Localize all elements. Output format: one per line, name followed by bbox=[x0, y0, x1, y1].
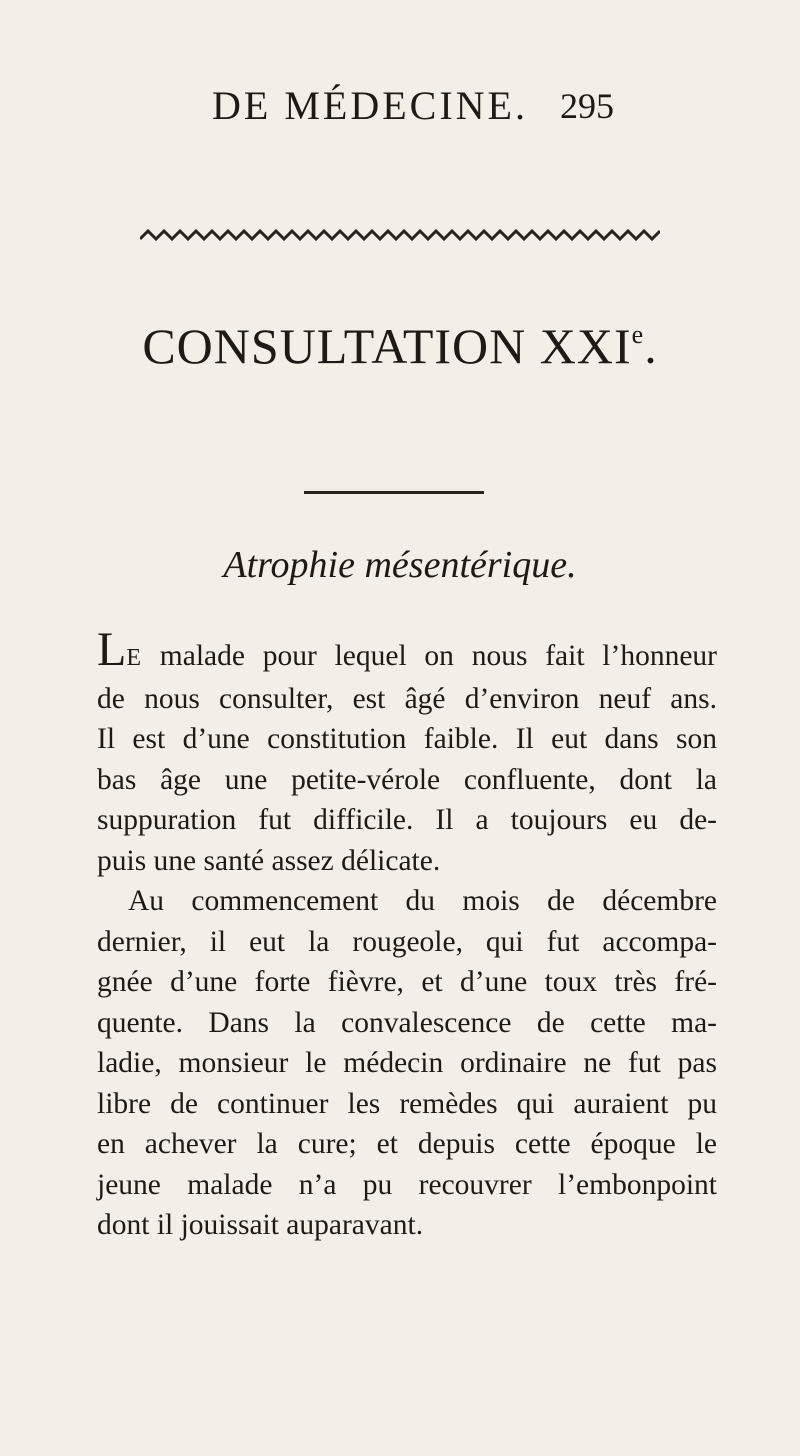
text-line: en achever la cure; et depuis cette époque le bbox=[97, 1128, 717, 1160]
text-line: libre de continuer les remèdes qui auraient pu bbox=[97, 1087, 717, 1120]
heading-rule bbox=[304, 491, 484, 494]
text-line: bas âge une petite-vérole confluente, dont la bbox=[97, 763, 717, 796]
drop-cap: L bbox=[97, 623, 127, 676]
text-line: suppuration fut difficile. Il a toujours eu de- bbox=[97, 804, 717, 836]
text-line: quente. Dans la convalescence de cette ma- bbox=[97, 1006, 717, 1039]
heading-ordinal-suffix: e bbox=[631, 320, 645, 349]
paragraph-1-line-1-text: malade pour lequel on nous fait l’honneur bbox=[142, 640, 717, 672]
running-head bbox=[0, 76, 800, 136]
text-line: dernier, il eut la rougeole, qui fut accompa- bbox=[97, 925, 717, 958]
text-line: Il est d’une constitution faible. Il eut dans son bbox=[97, 723, 717, 755]
running-title: DE MÉDECINE. bbox=[212, 83, 528, 128]
body-text bbox=[97, 623, 717, 1246]
heading-title: CONSULTATION XXI bbox=[142, 318, 632, 374]
text-line: ladie, monsieur le médecin ordinaire ne fut pas bbox=[97, 1047, 717, 1079]
ornament-zigzag-icon bbox=[140, 228, 660, 242]
text-line: gnée d’une forte fièvre, et d’une toux très fré- bbox=[97, 966, 717, 998]
text-line: de nous consulter, est âgé d’environ neuf ans. bbox=[97, 682, 717, 715]
text-line: jeune malade n’a pu recouvrer l’embonpoint bbox=[97, 1168, 717, 1201]
text-line: puis une santé assez délicate. bbox=[97, 844, 441, 877]
chapter-heading bbox=[0, 300, 800, 381]
heading-period: . bbox=[644, 318, 658, 374]
section-subtitle: Atrophie mésentérique. bbox=[223, 544, 577, 586]
paragraph-1-line-1 bbox=[97, 623, 717, 679]
text-line: dont il jouissait auparavant. bbox=[97, 1209, 424, 1241]
small-caps: E bbox=[126, 645, 142, 671]
text-line: Au commencement du mois de décembre bbox=[128, 885, 717, 917]
ornamental-border bbox=[140, 228, 660, 242]
page-number: 295 bbox=[560, 86, 614, 126]
